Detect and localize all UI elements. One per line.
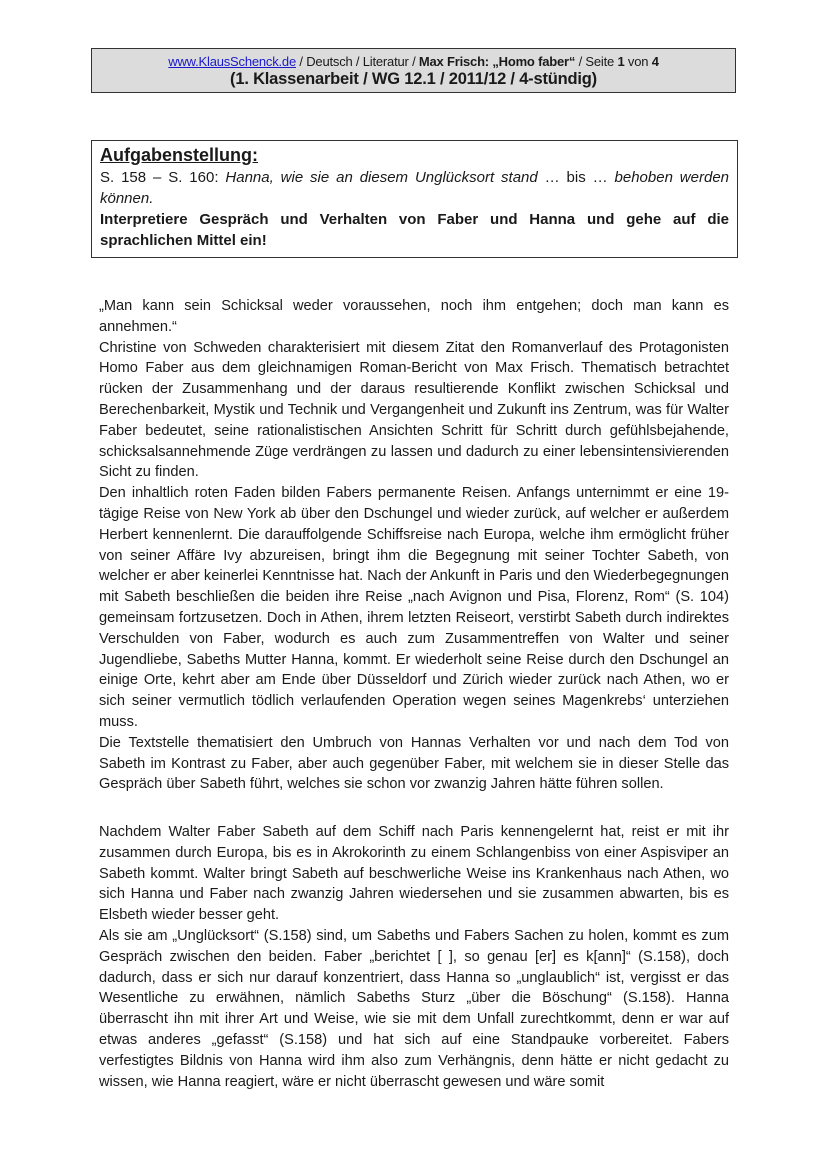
essay-main [99,822,729,1092]
header-subtitle: (1. Klassenarbeit / WG 12.1 / 2011/12 / 4-stündig) [230,70,597,88]
header-separator: / Deutsch / Literatur / [296,54,419,69]
task-quote-start: Hanna, wie sie an diesem Unglücksort stand [225,169,538,186]
opening-quote: „Man kann sein Schicksal weder voraussehen, noch ihm entgehen; doch man kann es annehmen.“ [99,298,729,335]
task-ellipsis: … bis … [537,169,615,186]
of-label: von [624,54,652,69]
task-box [91,140,738,258]
task-range [100,167,729,209]
task-quote-end: behoben werden können. [100,169,730,207]
page-header [91,48,736,93]
essay-intro [99,296,729,795]
summary-paragraph: Den inhaltlich roten Faden bilden Fabers permanente Reisen. Anfangs unternimmt er eine 19-tägige Reise von New York ab über den Dschungel und wieder zurück, auf welcher er außerdem Herbert kennenlernt. Die darauffolgende Schiffsreise nach Europa, welche ihm ermöglicht früher von seiner Affäre Ivy abzureisen, bringt ihm die Begegnung mit seiner Tochter Sabeth, von welcher er aber keinerlei Kenntnisse hat. Nach der Ankunft in Paris und den Wiederbegegnungen mit Sabeth beschließen die beiden ihre Reise „nach Avignon und Pisa, Florenz, Rom“ (S. 104) gemeinsam fortzusetzen. Doch in Athen, ihrem letzten Reiseort, verstirbt Sabeth durch indirektes Verschulden von Faber, wodurch es auch zum Zusammentreffen von Walter und seiner Jugendliebe, Sabeths Mutter Hanna, kommt. Er wiederholt seine Reise durch den Dschungel an einige Orte, kehrt aber am Ende über Düsseldorf und Zürich wieder zurück nach Athen, wo er sich seiner vermutlich tödlich verlaufenden Operation wegen seines Magenkrebs‘ unterziehen muss. [99,485,729,730]
task-title: Aufgabenstellung: [100,145,258,165]
page-current: 1 [617,54,625,69]
page-total: 4 [651,54,659,69]
intro-paragraph: Christine von Schweden charakterisiert mit diesem Zitat den Romanverlauf des Protagonisten Homo Faber aus dem gleichnamigen Roman-Bericht von Max Frisch. Thematisch betrachtet rücken der Zusammenhang und der daraus resultierende Konflikt zwischen Schicksal und Berechenbarkeit, Mystik und Technik und Vergangenheit und Zukunft ins Zentrum, was für Walter Faber bedeutet, seine rationalistischen Ansichten Schritt für Schritt durch gefühlsbejahende, schicksalsannehmende Züge verdrängen zu lassen und dadurch zu einer lebensintensivierenden Sicht zu finden. [99,339,729,481]
header-breadcrumb [92,54,735,69]
task-instruction: Interpretiere Gespräch und Verhalten von Faber und Hanna und gehe auf die sprachlichen Mittel ein! [100,211,729,249]
context-paragraph: Nachdem Walter Faber Sabeth auf dem Schiff nach Paris kennengelernt hat, reist er mit ihr zusammen durch Europa, bis es in Akrokorinth zu einem Schlangenbiss von einer Aspisviper an Sabeth kommt. Walter bringt Sabeth auf beschwerliche Weise ins Krankenhaus nach Athen, wo sich Hanna und Faber nach zwanzig Jahren wiedersehen und sie zusammen abwarten, bis es Elsbeth wieder besser geht. [99,824,729,924]
thesis-paragraph: Die Textstelle thematisiert den Umbruch von Hannas Verhalten vor und nach dem Tod von Sabeth im Kontrast zu Faber, aber auch gegenüber Faber, mit welchem sie in dieser Stelle das Gespräch über Sabeth führt, welches sie schon vor zwanzig Jahren hätte führen sollen. [99,734,729,793]
analysis-paragraph: Als sie am „Unglücksort“ (S.158) sind, um Sabeths und Fabers Sachen zu holen, kommt es zum Gespräch zwischen den beiden. Faber „berichtet [ ], so genau [er] es k[ann]“ (S.158), doch dadurch, dass er sich nur darauf konzentriert, dass Hanna so „unglaublich“ ist, vergisst er das Wesentliche zu erwähnen, nämlich Sabeths Sturz „über die Böschung“ (S.158). Hanna überrascht ihn mit ihrer Art und Weise, wie sie mit dem Unfall zurechtkommt, denn er war auf etwas anderes „gefasst“ (S.158) und hat sich auf eine Standpauke vorbereitet. Fabers verfestigtes Bildnis von Hanna wird ihm also zum Verhängnis, denn hätte er nicht gedacht zu wissen, wie Hanna reagiert, wäre er nicht überrascht gewesen und wäre somit [99,927,729,1090]
task-page-range: S. 158 – S. 160: [100,169,226,186]
work-title: Max Frisch: „Homo faber“ [418,54,576,69]
page-label: / Seite [575,54,618,69]
site-link[interactable]: www.KlausSchenck.de [168,54,296,69]
